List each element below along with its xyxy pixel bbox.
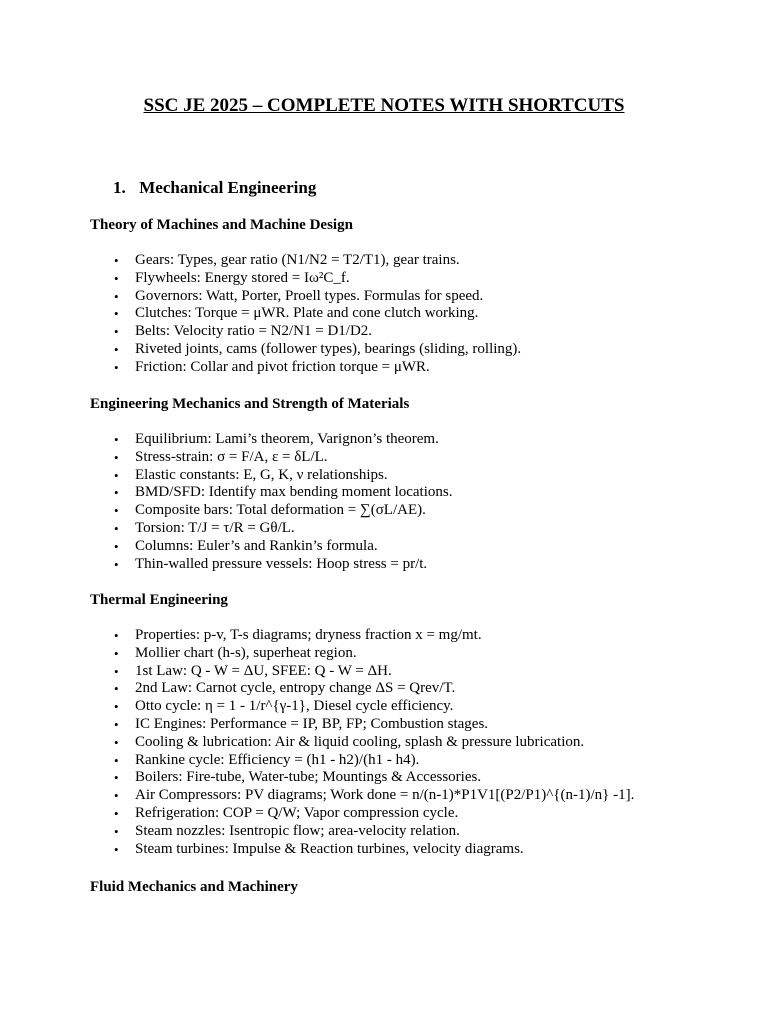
section-heading bbox=[113, 177, 316, 199]
list-item: • Columns: Euler’s and Rankin’s formula. bbox=[90, 538, 452, 556]
subsection-heading-fluid-mechanics: Fluid Mechanics and Machinery bbox=[90, 879, 298, 895]
list-item: • Air Compressors: PV diagrams; Work done = n/(n-1)*P1V1[(P2/P1)^{(n-1)/n} -1]. bbox=[90, 787, 634, 805]
subsection-list-engineering-mechanics bbox=[90, 431, 452, 573]
list-item: • Gears: Types, gear ratio (N1/N2 = T2/T1), gear trains. bbox=[90, 252, 521, 270]
subsection-list-theory-of-machines bbox=[90, 252, 521, 377]
section-title: Mechanical Engineering bbox=[139, 178, 317, 197]
list-item: • Properties: p-v, T-s diagrams; dryness fraction x = mg/mt. bbox=[90, 627, 634, 645]
subsection-heading-engineering-mechanics: Engineering Mechanics and Strength of Materials bbox=[90, 396, 410, 412]
list-item: • Otto cycle: η = 1 - 1/r^{γ-1}, Diesel cycle efficiency. bbox=[90, 698, 634, 716]
list-item: • Mollier chart (h-s), superheat region. bbox=[90, 645, 634, 663]
subsection-list-thermal-engineering bbox=[90, 627, 634, 858]
list-item: • Composite bars: Total deformation = ∑(σL/AE). bbox=[90, 502, 452, 520]
list-item: • Belts: Velocity ratio = N2/N1 = D1/D2. bbox=[90, 323, 521, 341]
list-item: • Refrigeration: COP = Q/W; Vapor compression cycle. bbox=[90, 805, 634, 823]
section-number: 1. bbox=[113, 178, 126, 197]
list-item: • Steam nozzles: Isentropic flow; area-velocity relation. bbox=[90, 823, 634, 841]
list-item: • Thin-walled pressure vessels: Hoop stress = pr/t. bbox=[90, 556, 452, 574]
list-item: • Elastic constants: E, G, K, ν relationships. bbox=[90, 467, 452, 485]
list-item: • 2nd Law: Carnot cycle, entropy change ΔS = Qrev/T. bbox=[90, 680, 634, 698]
list-item: • Governors: Watt, Porter, Proell types. Formulas for speed. bbox=[90, 288, 521, 306]
list-item: • Boilers: Fire-tube, Water-tube; Mountings & Accessories. bbox=[90, 769, 634, 787]
list-item: • Friction: Collar and pivot friction torque = μWR. bbox=[90, 359, 521, 377]
list-item: • Rankine cycle: Efficiency = (h1 - h2)/(h1 - h4). bbox=[90, 752, 634, 770]
document-title: SSC JE 2025 – COMPLETE NOTES WITH SHORTCUTS bbox=[143, 95, 625, 116]
subsection-heading-thermal-engineering: Thermal Engineering bbox=[90, 592, 228, 608]
list-item: • Steam turbines: Impulse & Reaction turbines, velocity diagrams. bbox=[90, 841, 634, 859]
list-item: • Cooling & lubrication: Air & liquid cooling, splash & pressure lubrication. bbox=[90, 734, 634, 752]
list-item: • Clutches: Torque = μWR. Plate and cone clutch working. bbox=[90, 305, 521, 323]
subsection-heading-theory-of-machines: Theory of Machines and Machine Design bbox=[90, 217, 353, 233]
list-item: • 1st Law: Q - W = ΔU, SFEE: Q - W = ΔH. bbox=[90, 663, 634, 681]
list-item: • Riveted joints, cams (follower types), bearings (sliding, rolling). bbox=[90, 341, 521, 359]
list-item: • Stress-strain: σ = F/A, ε = δL/L. bbox=[90, 449, 452, 467]
list-item: • IC Engines: Performance = IP, BP, FP; Combustion stages. bbox=[90, 716, 634, 734]
list-item: • Equilibrium: Lami’s theorem, Varignon’s theorem. bbox=[90, 431, 452, 449]
list-item: • Flywheels: Energy stored = Iω²C_f. bbox=[90, 270, 521, 288]
list-item: • BMD/SFD: Identify max bending moment locations. bbox=[90, 484, 452, 502]
list-item: • Torsion: T/J = τ/R = Gθ/L. bbox=[90, 520, 452, 538]
